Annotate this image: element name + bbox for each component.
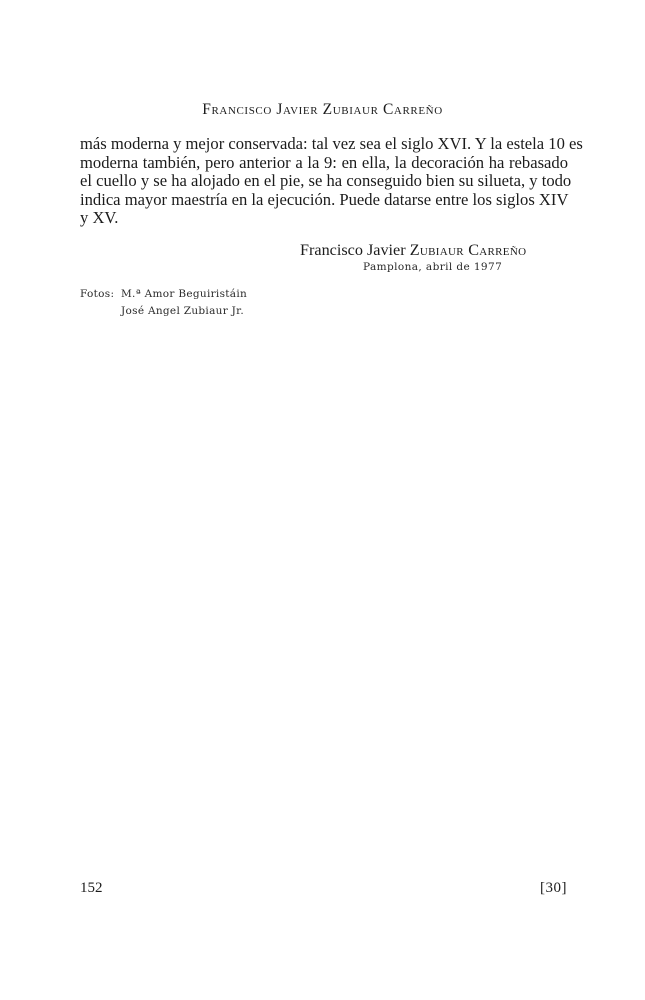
photo-credit: M.ª Amor Beguiristáin (121, 288, 248, 300)
body-line: moderna también, pero anterior a la 9: en ella, la decoración ha rebasado (80, 152, 568, 172)
photo-credit-line (80, 303, 247, 320)
photo-credit-line (80, 286, 247, 303)
body-line: el cuello y se ha alojado en el pie, se ha conseguido bien su silueta, y todo (80, 171, 572, 191)
running-head: Francisco Javier Zubiaur Carreño (202, 101, 443, 118)
page-number: 152 (80, 880, 103, 896)
photos-label: Fotos: (80, 288, 115, 300)
author-first-names: Francisco Javier (300, 241, 406, 259)
author-surnames: Zubiaur Carreño (409, 241, 527, 259)
body-line: más moderna y mejor conservada: tal vez sea el siglo XVI. Y la estela 10 es (80, 134, 583, 153)
page-reference: [30] (540, 880, 567, 896)
body-line: indica mayor maestría en la ejecución. Puede datarse entre los siglos XIV (80, 189, 569, 209)
author-signature (300, 241, 568, 260)
body-line: y XV. (80, 208, 119, 228)
body-paragraph (80, 134, 583, 228)
photo-credits (80, 286, 247, 319)
place-date: Pamplona, abril de 1977 (363, 261, 503, 273)
photo-credit: José Angel Zubiaur Jr. (121, 304, 244, 317)
